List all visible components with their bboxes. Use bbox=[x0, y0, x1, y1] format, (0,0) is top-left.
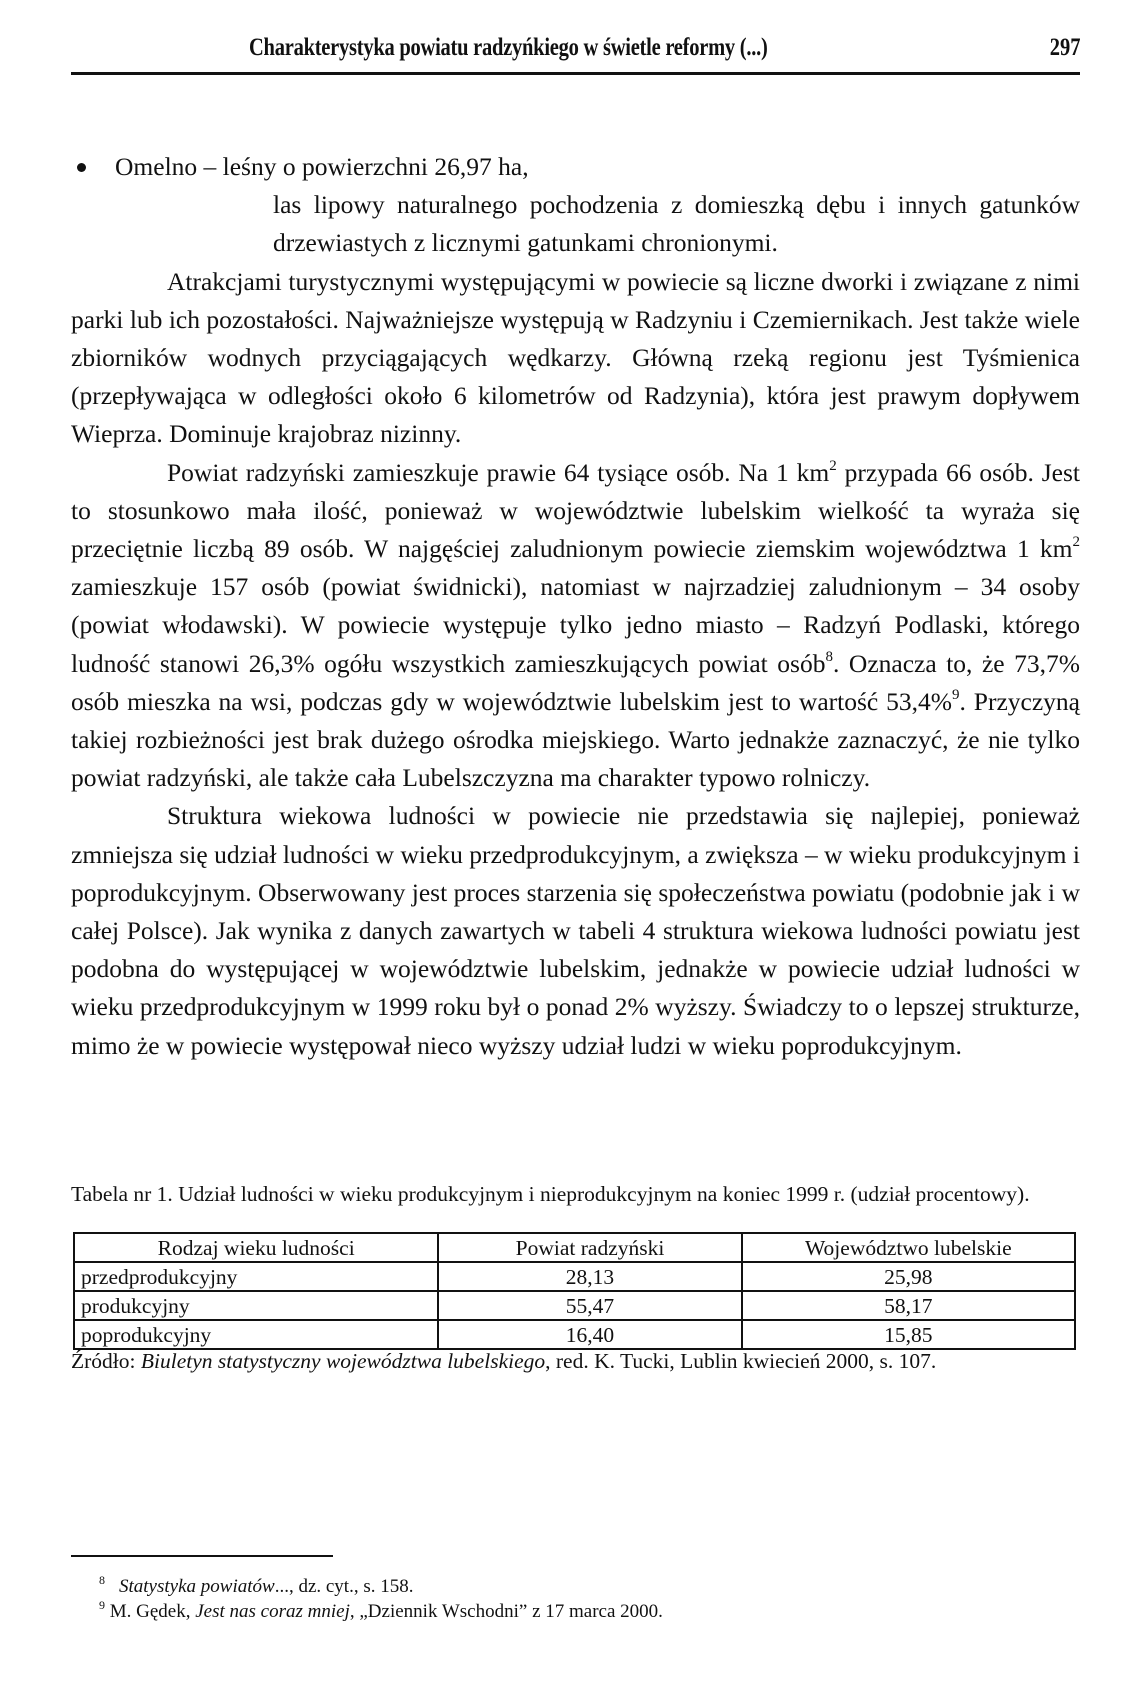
age-structure-table bbox=[73, 1232, 1076, 1350]
bullet-item bbox=[71, 148, 1080, 186]
footnote-8 bbox=[99, 1574, 999, 1599]
paragraph-age-structure: Struktura wiekowa ludności w powiecie nie przedstawia się najlepiej, ponieważ zmniejsza się udział ludności w wieku przedprodukcyjnym, a zwiększa – w wieku produkcyjnym i poprodukcyjnym. Obserwowany jest proces starzenia się społeczeństwa powiatu (podobnie jak i w całej Polsce). Jak wynika z danych zawartych w tabeli 4 struktura wiekowa ludności powiatu jest podobna do występującej w województwie lubelskim, jednakże w powiecie udział ludności w wieku przedprodukcyjnym w 1999 roku był o ponad 2% wyższy. Świadczy to o lepszej strukturze, mimo że w powiecie występował nieco wyższy udział ludzi w wieku poprodukcyjnym. bbox=[71, 801, 1080, 1060]
table-cell: 16,40 bbox=[438, 1320, 741, 1349]
table-header-row bbox=[74, 1233, 1075, 1262]
paragraph-population bbox=[71, 454, 1080, 798]
body-text bbox=[71, 148, 1080, 1065]
footnote-ref-8[interactable]: 8 bbox=[825, 648, 833, 665]
table-row bbox=[74, 1320, 1075, 1349]
footnote-text: ..., dz. cyt., s. 158. bbox=[274, 1576, 414, 1597]
header-rule bbox=[71, 72, 1080, 75]
column-header: Województwo lubelskie bbox=[742, 1233, 1075, 1262]
superscript: 2 bbox=[829, 457, 837, 474]
footnote-author: M. Gędek, bbox=[109, 1601, 196, 1622]
footnotes bbox=[99, 1574, 999, 1624]
table-row bbox=[74, 1291, 1075, 1320]
column-header: Rodzaj wieku ludności bbox=[74, 1233, 438, 1262]
running-header bbox=[71, 30, 1080, 70]
table-cell: 28,13 bbox=[438, 1262, 741, 1291]
table-source-note bbox=[71, 1346, 1080, 1376]
footnote-ref-9[interactable]: 9 bbox=[952, 686, 960, 703]
table-cell: 58,17 bbox=[742, 1291, 1075, 1320]
superscript: 2 bbox=[1072, 534, 1080, 551]
row-label: przedprodukcyjny bbox=[74, 1262, 438, 1291]
footnote-number: 9 bbox=[99, 1598, 105, 1612]
running-title: Charakterystyka powiatu radzyńkiego w świetle reformy (...) bbox=[249, 34, 768, 61]
column-header: Powiat radzyński bbox=[438, 1233, 741, 1262]
bullet-continuation: las lipowy naturalnego pochodzenia z domieszką dębu i innych gatunków drzewiastych z licznymi gatunkami chronionymi. bbox=[273, 190, 1080, 258]
paragraph-tourism: Atrakcjami turystycznymi występującymi w powiecie są liczne dworki i związane z nimi parki lub ich pozostałości. Najważniejsze występują w Radzyniu i Czemiernikach. Jest także wiele zbiorników wodnych przyciągających wędkarzy. Główną rzeką regionu jest Tyśmienica (przepływająca w odległości około 6 kilometrów od Radzynia), która jest prawym dopływem Wieprza. Dominuje krajobraz nizinny. bbox=[71, 266, 1080, 449]
page-number: 297 bbox=[1049, 34, 1080, 61]
row-label: produkcyjny bbox=[74, 1291, 438, 1320]
footnote-title: Jest nas coraz mniej bbox=[195, 1601, 350, 1622]
bullet-icon bbox=[77, 163, 86, 172]
text-run: . Przyczyną takiej rozbieżności jest brak dużego ośrodka miejskiego. Warto jednakże zaznaczyć, że nie tylko powiat radzyński, ale także cała Lubelszczyzna ma charakter typowo rolniczy. bbox=[71, 686, 1080, 793]
text-run: . Oznacza to, że 73,7% osób mieszka na wsi, podczas gdy w województwie lubelskim jest to wartość 53,4% bbox=[71, 648, 1081, 716]
row-label: poprodukcyjny bbox=[74, 1320, 438, 1349]
text-run: przypada 66 osób. Jest to stosunkowo mała ilość, ponieważ w województwie lubelskim wielkość ta wyraża się przeciętnie liczbą 89 osób. W najgęściej zaludnionym powiecie ziemskim województwa 1 km bbox=[71, 457, 1081, 564]
footnote-title: Statystyka powiatów bbox=[119, 1576, 275, 1597]
table-cell: 25,98 bbox=[742, 1262, 1075, 1291]
footnote-text: , „Dziennik Wschodni” z 17 marca 2000. bbox=[349, 1601, 663, 1622]
text-run: Powiat radzyński zamieszkuje prawie 64 tysiące osób. Na 1 km bbox=[167, 457, 830, 487]
bullet-lead: Omelno – leśny o powierzchni 26,97 ha, bbox=[115, 152, 529, 181]
footnote-9 bbox=[99, 1599, 999, 1624]
source-prefix: Źródło: bbox=[71, 1349, 141, 1373]
table-row bbox=[74, 1262, 1075, 1291]
footnote-rule bbox=[71, 1555, 333, 1557]
table-cell: 55,47 bbox=[438, 1291, 741, 1320]
footnote-number: 8 bbox=[99, 1573, 105, 1587]
table-caption: Tabela nr 1. Udział ludności w wieku produkcyjnym i nieprodukcyjnym na koniec 1999 r. (udział procentowy). bbox=[71, 1182, 1030, 1206]
source-suffix: , red. K. Tucki, Lublin kwiecień 2000, s. 107. bbox=[545, 1349, 937, 1373]
table-cell: 15,85 bbox=[742, 1320, 1075, 1349]
text-run: zamieszkuje 157 osób (powiat świdnicki), natomiast w najrzadziej zaludnionym – 34 osoby (powiat włodawski). W powiecie występuje tylko jedno miasto – Radzyń Podlaski, którego ludność stanowi 26,3% ogółu wszystkich zamieszkujących powiat osób bbox=[71, 572, 1080, 678]
source-title: Biuletyn statystyczny województwa lubelskiego bbox=[140, 1349, 546, 1373]
